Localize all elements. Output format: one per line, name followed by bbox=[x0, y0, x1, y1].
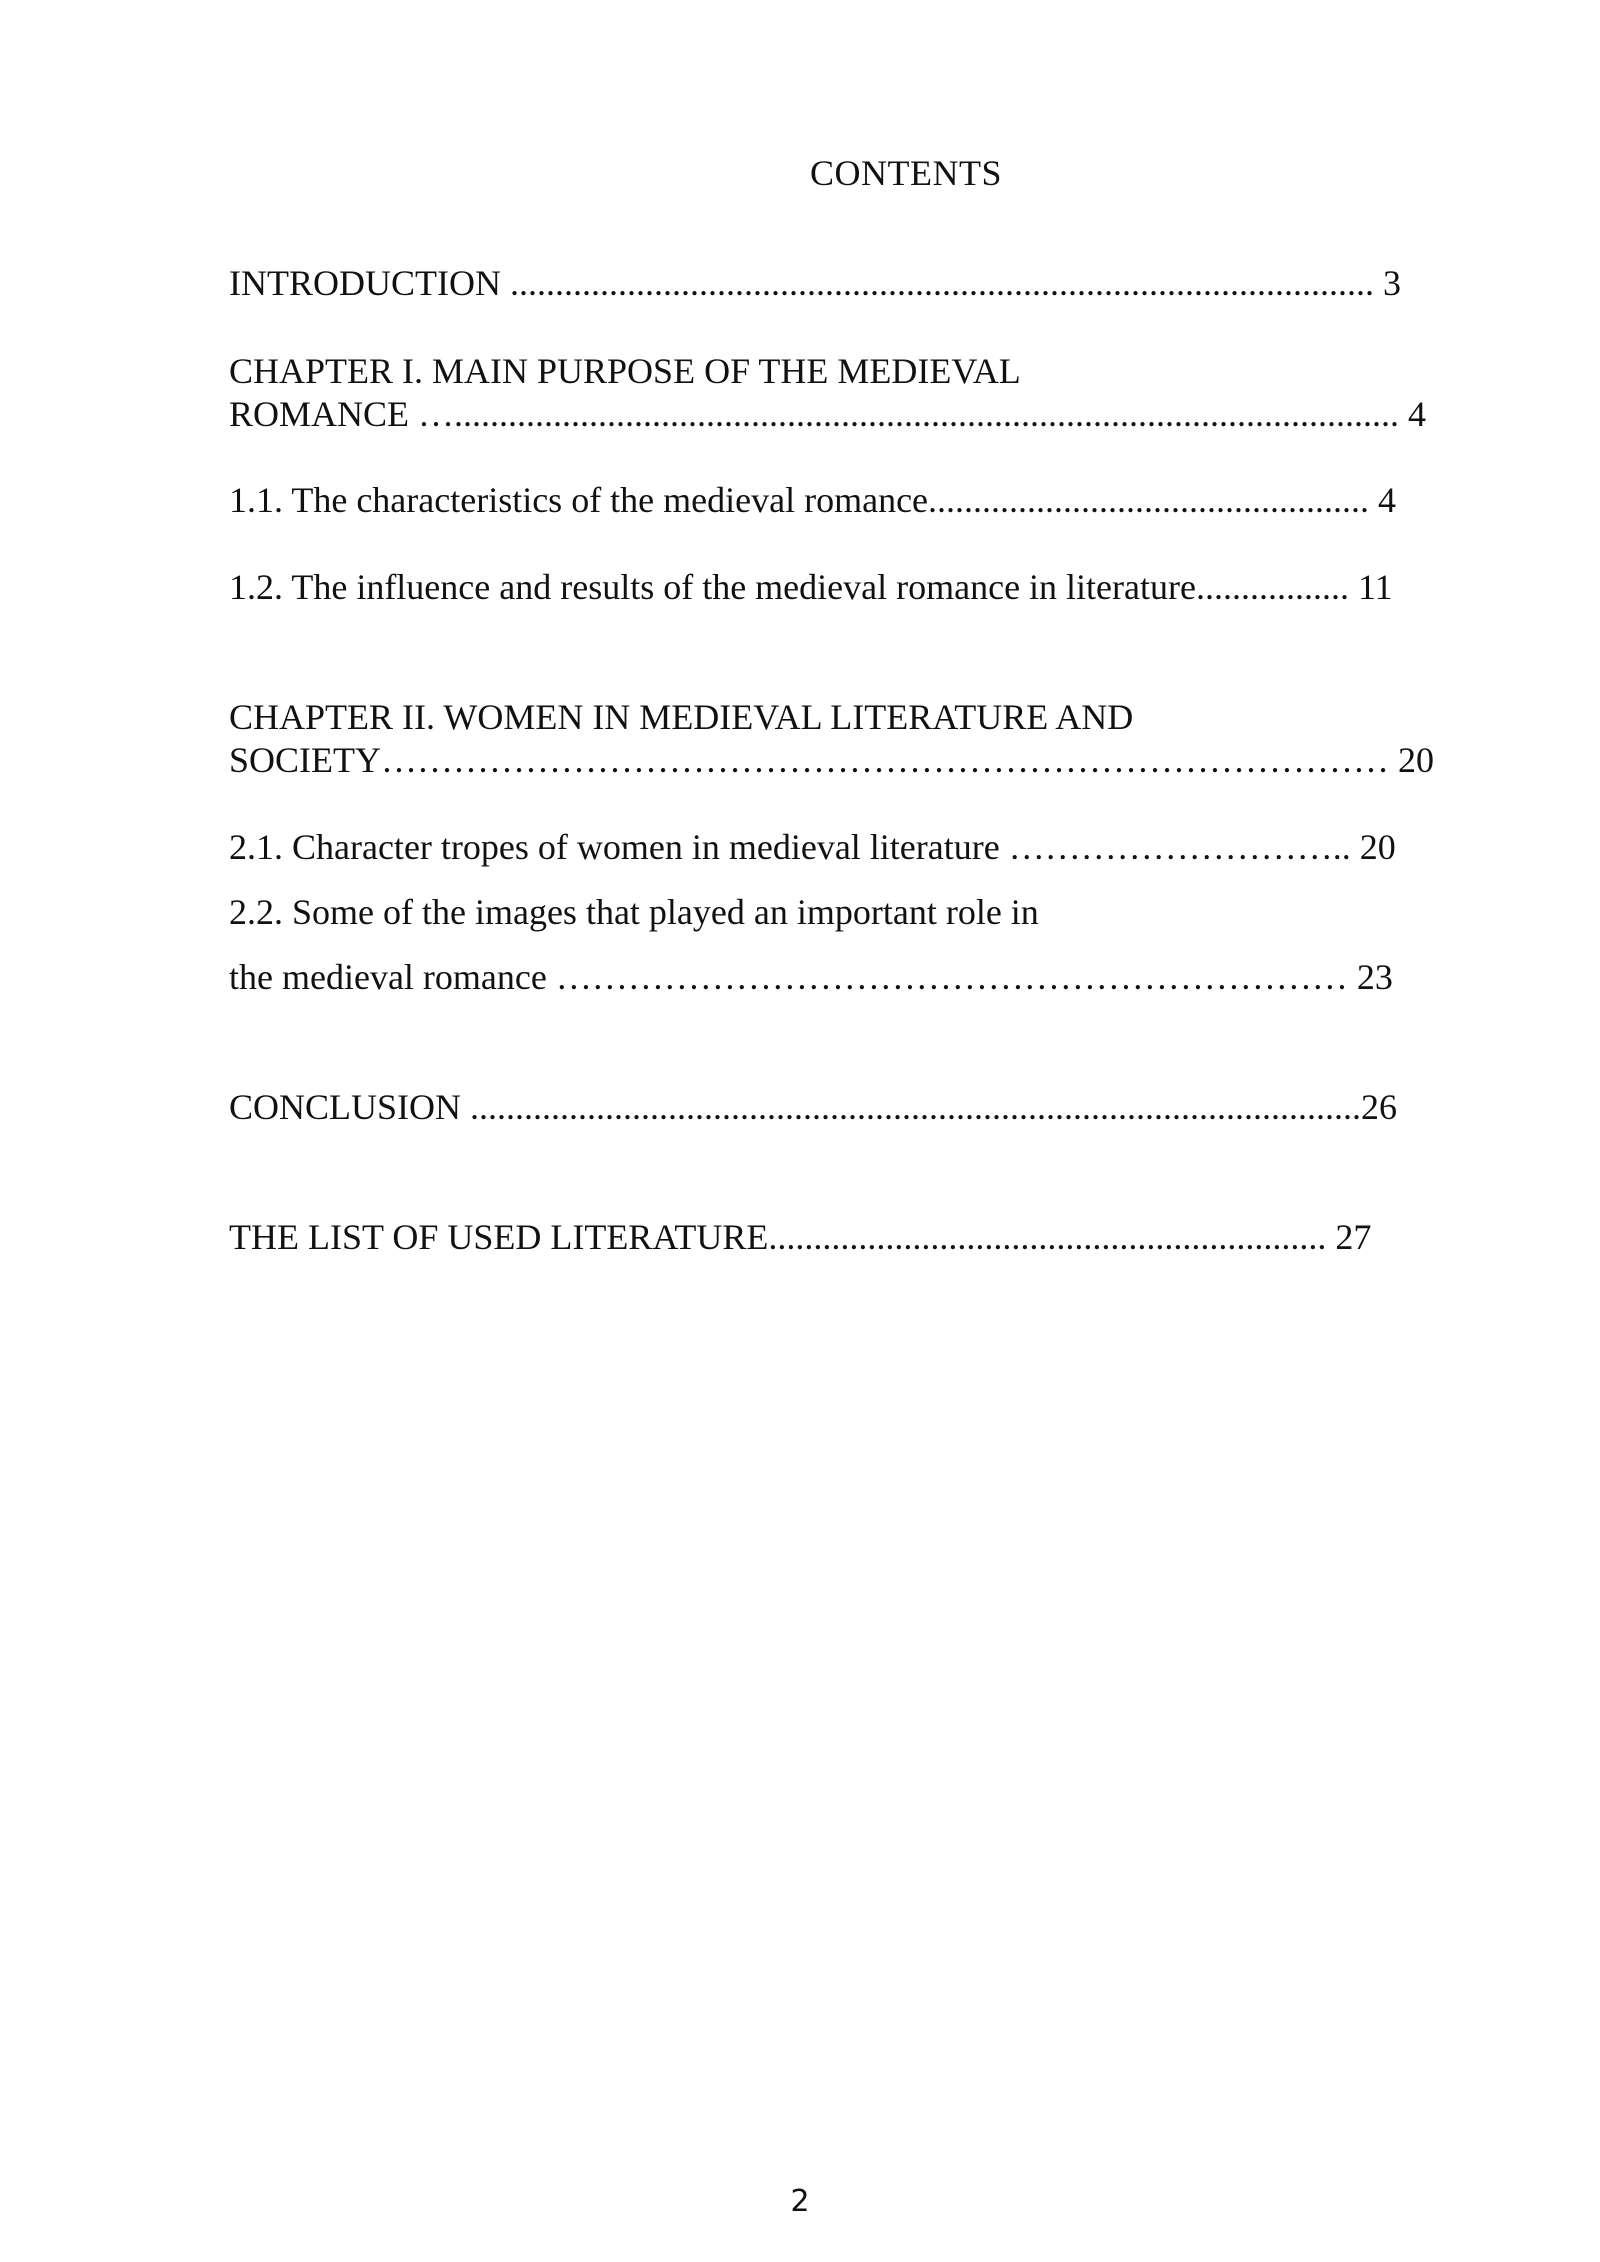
toc-entry-used-literature: THE LIST OF USED LITERATURE.............................................................. 27 bbox=[229, 1217, 1372, 1257]
toc-entry-chapter-2-line-1: CHAPTER II. WOMEN IN MEDIEVAL LITERATURE AND bbox=[229, 697, 1134, 737]
contents-title: CONTENTS bbox=[810, 153, 1002, 193]
toc-entry-section-1-1: 1.1. The characteristics of the medieval romance................................................. 4 bbox=[229, 480, 1397, 520]
toc-entry-chapter-1-line-1: CHAPTER I. MAIN PURPOSE OF THE MEDIEVAL bbox=[229, 351, 1021, 391]
toc-entry-section-2-2-line-2: the medieval romance ………………………………………………………… 23 bbox=[229, 957, 1393, 997]
toc-entry-section-2-2-line-1: 2.2. Some of the images that played an important role in bbox=[229, 892, 1039, 932]
toc-entry-section-2-1: 2.1. Character tropes of women in medieval literature ……………………….. 20 bbox=[229, 827, 1396, 867]
toc-entry-chapter-1-line-2: ROMANCE …......................................................................................................... 4 bbox=[229, 394, 1427, 434]
toc-entry-introduction: INTRODUCTION ................................................................................................ 3 bbox=[229, 263, 1401, 303]
toc-entry-chapter-2-line-2: SOCIETY………………………………………………………………………… 20 bbox=[229, 740, 1434, 780]
toc-entry-section-1-2: 1.2. The influence and results of the medieval romance in literature................. 11 bbox=[229, 567, 1393, 607]
page-number: 2 bbox=[790, 2184, 810, 2219]
toc-entry-conclusion: CONCLUSION ...................................................................................................26 bbox=[229, 1087, 1398, 1127]
